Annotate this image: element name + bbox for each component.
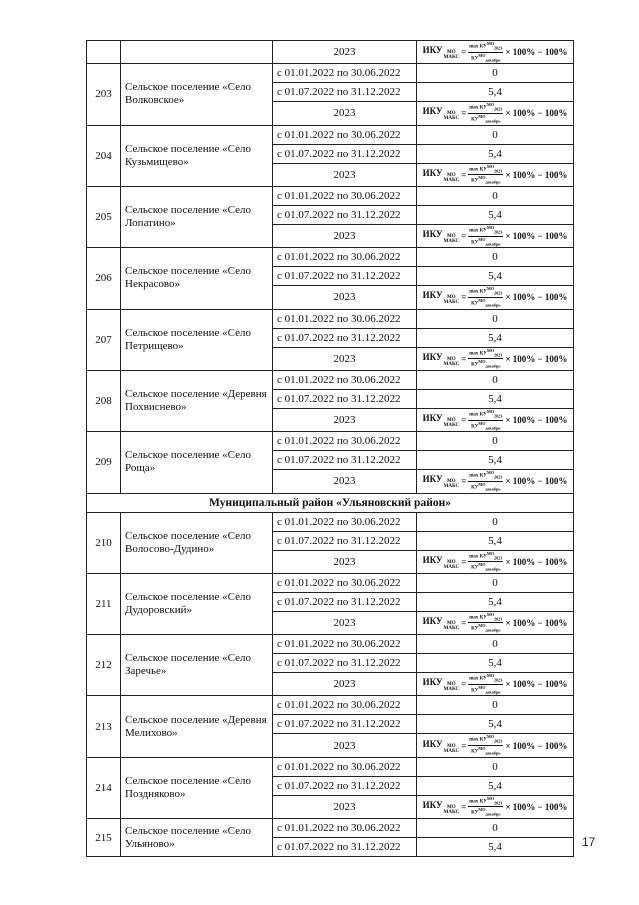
period-cell: с 01.07.2022 по 31.12.2022 — [273, 592, 417, 611]
period-cell: с 01.07.2022 по 31.12.2022 — [273, 83, 417, 102]
page-number: 17 — [582, 835, 596, 849]
period-cell: 2023 — [273, 734, 417, 757]
value-cell: 5,4 — [417, 715, 574, 734]
settlement-name — [121, 41, 273, 64]
index-formula: ИКУ МО МАКС = $\frac{\max КУ^{МО}_{2023}}{КУ^{МО}_{декабрь}}$ × 100% − 100% — [422, 673, 568, 695]
tariff-table — [86, 40, 574, 857]
period-cell: 2023 — [273, 673, 417, 696]
value-cell: 0 — [417, 248, 574, 267]
period-cell: 2023 — [273, 408, 417, 431]
row-number: 212 — [87, 635, 121, 696]
period-cell: с 01.01.2022 по 30.06.2022 — [273, 512, 417, 531]
value-cell: 0 — [417, 309, 574, 328]
period-cell: 2023 — [273, 611, 417, 634]
row-number: 213 — [87, 696, 121, 757]
value-cell: 5,4 — [417, 451, 574, 470]
period-cell: с 01.07.2022 по 31.12.2022 — [273, 654, 417, 673]
table-row — [87, 512, 574, 531]
index-formula: ИКУ МО МАКС = $\frac{\max КУ^{МО}_{2023}}{КУ^{МО}_{декабрь}}$ × 100% − 100% — [422, 795, 568, 818]
index-formula: ИКУ МО МАКС = $\frac{\max КУ^{МО}_{2023}}{КУ^{МО}_{декабрь}}$ × 100% − 100% — [422, 550, 568, 572]
value-cell: 5,4 — [417, 389, 574, 408]
formula-cell — [417, 102, 574, 125]
table-row — [87, 186, 574, 205]
value-cell: 5,4 — [417, 654, 574, 673]
value-cell: 5,4 — [417, 592, 574, 611]
settlement-name: Сельское поселение «Село Некрасово» — [121, 248, 273, 309]
table-row — [87, 370, 574, 389]
formula-cell — [417, 470, 574, 493]
value-cell: 5,4 — [417, 205, 574, 224]
table-row — [87, 41, 574, 64]
settlement-name: Сельское поселение «Село Кузьмищево» — [121, 125, 273, 186]
table-row — [87, 696, 574, 715]
row-number — [87, 41, 121, 64]
period-cell: с 01.01.2022 по 30.06.2022 — [273, 370, 417, 389]
index-formula: ИКУ МО МАКС = $\frac{\max КУ^{МО}_{2023}}{КУ^{МО}_{декабрь}}$ × 100% − 100% — [422, 102, 568, 124]
row-number: 206 — [87, 248, 121, 309]
value-cell: 0 — [417, 757, 574, 776]
settlement-name: Сельское поселение «Село Волосово-Дудино» — [121, 512, 273, 573]
table-row — [87, 248, 574, 267]
row-number: 215 — [87, 819, 121, 857]
period-cell: с 01.07.2022 по 31.12.2022 — [273, 451, 417, 470]
settlement-name: Сельское поселение «Село Заречье» — [121, 635, 273, 696]
table-row — [87, 635, 574, 654]
period-cell: с 01.01.2022 по 30.06.2022 — [273, 432, 417, 451]
formula-cell — [417, 286, 574, 309]
formula-cell — [417, 347, 574, 370]
value-cell: 5,4 — [417, 267, 574, 286]
formula-cell — [417, 611, 574, 634]
period-cell: 2023 — [273, 550, 417, 573]
index-formula: ИКУ МО МАКС = $\frac{\max КУ^{МО}_{2023}}{КУ^{МО}_{декабрь}}$ × 100% − 100% — [422, 286, 568, 308]
index-formula: ИКУ МО МАКС = $\frac{\max КУ^{МО}_{2023}}{КУ^{МО}_{декабрь}}$ × 100% − 100% — [422, 163, 568, 185]
period-cell: 2023 — [273, 102, 417, 125]
period-cell: 2023 — [273, 347, 417, 370]
row-number: 211 — [87, 573, 121, 634]
period-cell: с 01.01.2022 по 30.06.2022 — [273, 186, 417, 205]
index-formula: ИКУ МО МАКС = $\frac{\max КУ^{МО}_{2023}}{КУ^{МО}_{декабрь}}$ × 100% − 100% — [422, 41, 568, 63]
period-cell: 2023 — [273, 41, 417, 64]
table-row — [87, 432, 574, 451]
period-cell: с 01.01.2022 по 30.06.2022 — [273, 64, 417, 83]
period-cell: 2023 — [273, 470, 417, 493]
period-cell: с 01.07.2022 по 31.12.2022 — [273, 389, 417, 408]
settlement-name: Сельское поселение «Село Петрищево» — [121, 309, 273, 370]
period-cell: с 01.01.2022 по 30.06.2022 — [273, 696, 417, 715]
row-number: 210 — [87, 512, 121, 573]
index-formula: ИКУ МО МАКС = $\frac{\max КУ^{МО}_{2023}}{КУ^{МО}_{декабрь}}$ × 100% − 100% — [422, 224, 568, 247]
row-number: 208 — [87, 370, 121, 431]
period-cell: с 01.07.2022 по 31.12.2022 — [273, 328, 417, 347]
index-formula: ИКУ МО МАКС = $\frac{\max КУ^{МО}_{2023}}{КУ^{МО}_{декабрь}}$ × 100% − 100% — [422, 408, 568, 431]
period-cell: 2023 — [273, 795, 417, 818]
period-cell: с 01.07.2022 по 31.12.2022 — [273, 205, 417, 224]
period-cell: с 01.01.2022 по 30.06.2022 — [273, 309, 417, 328]
formula-cell — [417, 224, 574, 247]
table-row — [87, 573, 574, 592]
period-cell: с 01.01.2022 по 30.06.2022 — [273, 573, 417, 592]
row-number: 204 — [87, 125, 121, 186]
settlement-name: Сельское поселение «Деревня Мелихово» — [121, 696, 273, 757]
value-cell: 5,4 — [417, 531, 574, 550]
period-cell: с 01.07.2022 по 31.12.2022 — [273, 531, 417, 550]
value-cell: 5,4 — [417, 776, 574, 795]
district-header-row — [87, 493, 574, 512]
period-cell: с 01.01.2022 по 30.06.2022 — [273, 757, 417, 776]
period-cell: с 01.07.2022 по 31.12.2022 — [273, 144, 417, 163]
value-cell: 0 — [417, 64, 574, 83]
index-formula: ИКУ МО МАКС = $\frac{\max КУ^{МО}_{2023}}{КУ^{МО}_{декабрь}}$ × 100% − 100% — [422, 734, 568, 756]
settlement-name: Сельское поселение «Село Роща» — [121, 432, 273, 493]
settlement-name: Сельское поселение «Село Волковское» — [121, 64, 273, 125]
formula-cell — [417, 408, 574, 431]
period-cell: с 01.01.2022 по 30.06.2022 — [273, 819, 417, 838]
period-cell: с 01.01.2022 по 30.06.2022 — [273, 125, 417, 144]
value-cell: 5,4 — [417, 83, 574, 102]
row-number: 203 — [87, 64, 121, 125]
formula-cell — [417, 734, 574, 757]
period-cell: с 01.01.2022 по 30.06.2022 — [273, 635, 417, 654]
value-cell: 0 — [417, 635, 574, 654]
value-cell: 5,4 — [417, 328, 574, 347]
period-cell: с 01.07.2022 по 31.12.2022 — [273, 715, 417, 734]
row-number: 205 — [87, 186, 121, 247]
formula-cell — [417, 550, 574, 573]
index-formula: ИКУ МО МАКС = $\frac{\max КУ^{МО}_{2023}}{КУ^{МО}_{декабрь}}$ × 100% − 100% — [422, 347, 568, 369]
value-cell: 0 — [417, 370, 574, 389]
index-formula: ИКУ МО МАКС = $\frac{\max КУ^{МО}_{2023}}{КУ^{МО}_{декабрь}}$ × 100% − 100% — [422, 470, 568, 492]
settlement-name: Сельское поселение «Село Поздняково» — [121, 757, 273, 818]
row-number: 207 — [87, 309, 121, 370]
value-cell: 0 — [417, 696, 574, 715]
value-cell: 0 — [417, 819, 574, 838]
settlement-name: Сельское поселение «Село Лопатино» — [121, 186, 273, 247]
row-number: 209 — [87, 432, 121, 493]
formula-cell — [417, 795, 574, 818]
table-row — [87, 757, 574, 776]
value-cell: 0 — [417, 125, 574, 144]
table-row — [87, 125, 574, 144]
row-number: 214 — [87, 757, 121, 818]
formula-cell — [417, 673, 574, 696]
index-formula: ИКУ МО МАКС = $\frac{\max КУ^{МО}_{2023}}{КУ^{МО}_{декабрь}}$ × 100% − 100% — [422, 611, 568, 634]
value-cell: 0 — [417, 573, 574, 592]
table-row — [87, 64, 574, 83]
settlement-name: Сельское поселение «Деревня Похвиснево» — [121, 370, 273, 431]
period-cell: 2023 — [273, 286, 417, 309]
period-cell: с 01.07.2022 по 31.12.2022 — [273, 776, 417, 795]
period-cell: с 01.07.2022 по 31.12.2022 — [273, 838, 417, 857]
period-cell: 2023 — [273, 163, 417, 186]
value-cell: 5,4 — [417, 838, 574, 857]
settlement-name: Сельское поселение «Село Ульяново» — [121, 819, 273, 857]
table-row — [87, 819, 574, 838]
value-cell: 0 — [417, 432, 574, 451]
value-cell: 5,4 — [417, 144, 574, 163]
period-cell: 2023 — [273, 224, 417, 247]
formula-cell — [417, 41, 574, 64]
settlement-name: Сельское поселение «Село Дудоровский» — [121, 573, 273, 634]
period-cell: с 01.07.2022 по 31.12.2022 — [273, 267, 417, 286]
period-cell: с 01.01.2022 по 30.06.2022 — [273, 248, 417, 267]
value-cell: 0 — [417, 186, 574, 205]
table-row — [87, 309, 574, 328]
value-cell: 0 — [417, 512, 574, 531]
formula-cell — [417, 163, 574, 186]
district-title: Муниципальный район «Ульяновский район» — [87, 493, 574, 512]
